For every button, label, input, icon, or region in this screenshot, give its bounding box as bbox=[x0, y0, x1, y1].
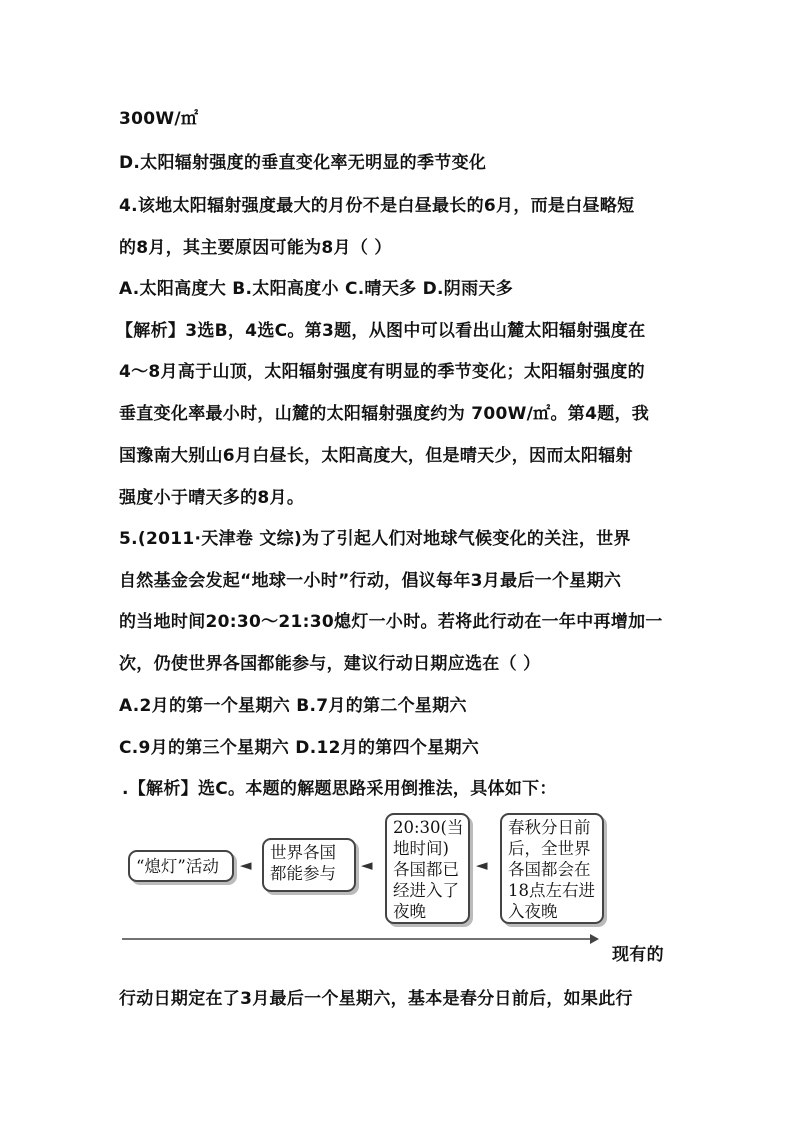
flow-box-all-countries bbox=[262, 838, 356, 892]
question-4-line-2: 的8月，其主要原因可能为8月（ ） bbox=[119, 238, 392, 258]
question-5-line-4: 次，仍使世界各国都能参与，建议行动日期应选在（ ） bbox=[119, 654, 541, 674]
question-5-line-1: 5.(2011·天津卷 文综)为了引起人们对地球气候变化的关注，世界 bbox=[119, 529, 631, 549]
flow-box-equinox bbox=[500, 813, 604, 924]
flow-box-lights-off-text: “熄灯”活动 bbox=[136, 857, 219, 876]
analysis-q5-line: .【解析】选C。本题的解题思路采用倒推法，具体如下： bbox=[122, 779, 557, 799]
text-line-1: 300W/㎡ bbox=[119, 109, 199, 129]
flow-arrow-2: ◄ bbox=[361, 856, 373, 874]
option-d-line: D.太阳辐射强度的垂直变化率无明显的季节变化 bbox=[119, 153, 487, 173]
text-after-diagram: 现有的 bbox=[612, 945, 664, 965]
flow-box-all-countries-text: 世界各国 都能参与 bbox=[270, 843, 336, 883]
question-4-options: A.太阳高度大 B.太阳高度小 C.晴天多 D.阴雨天多 bbox=[119, 279, 514, 299]
question-5-options-ab: A.2月的第一个星期六 B.7月的第二个星期六 bbox=[119, 696, 467, 716]
analysis-line-5: 强度小于晴天多的8月。 bbox=[119, 488, 305, 508]
question-4-line-1: 4.该地太阳辐射强度最大的月份不是白昼最长的6月，而是白昼略短 bbox=[119, 196, 635, 216]
flow-arrow-1: ◄ bbox=[240, 856, 252, 874]
flow-box-2030-text: 20:30(当 地时间) 各国都已 经进入了 夜晚 bbox=[393, 818, 464, 921]
flow-box-2030 bbox=[385, 813, 470, 924]
flow-arrow-3: ◄ bbox=[476, 856, 488, 874]
text-last-line: 行动日期定在了3月最后一个星期六，基本是春分日前后，如果此行 bbox=[119, 989, 633, 1009]
question-5-line-3: 的当地时间20:30～21:30熄灯一小时。若将此行动在一年中再增加一 bbox=[119, 612, 663, 632]
flow-box-equinox-text: 春秋分日前 后，全世界 各国都会在 18点左右进 入夜晚 bbox=[508, 818, 595, 921]
analysis-line-4: 国豫南大别山6月白昼长，太阳高度大，但是晴天少，因而太阳辐射 bbox=[119, 446, 633, 466]
timeline-arrow bbox=[120, 932, 600, 946]
question-5-options-cd: C.9月的第三个星期六 D.12月的第四个星期六 bbox=[119, 738, 480, 758]
analysis-line-2: 4～8月高于山顶，太阳辐射强度有明显的季节变化；太阳辐射强度的 bbox=[119, 362, 645, 382]
flow-box-lights-off bbox=[128, 850, 234, 882]
analysis-line-1: 【解析】3选B，4选C。第3题，从图中可以看出山麓太阳辐射强度在 bbox=[116, 321, 646, 341]
analysis-line-3: 垂直变化率最小时，山麓的太阳辐射强度约为 700W/㎡。第4题，我 bbox=[119, 404, 650, 424]
question-5-line-2: 自然基金会发起“地球一小时”行动，倡议每年3月最后一个星期六 bbox=[119, 571, 622, 591]
